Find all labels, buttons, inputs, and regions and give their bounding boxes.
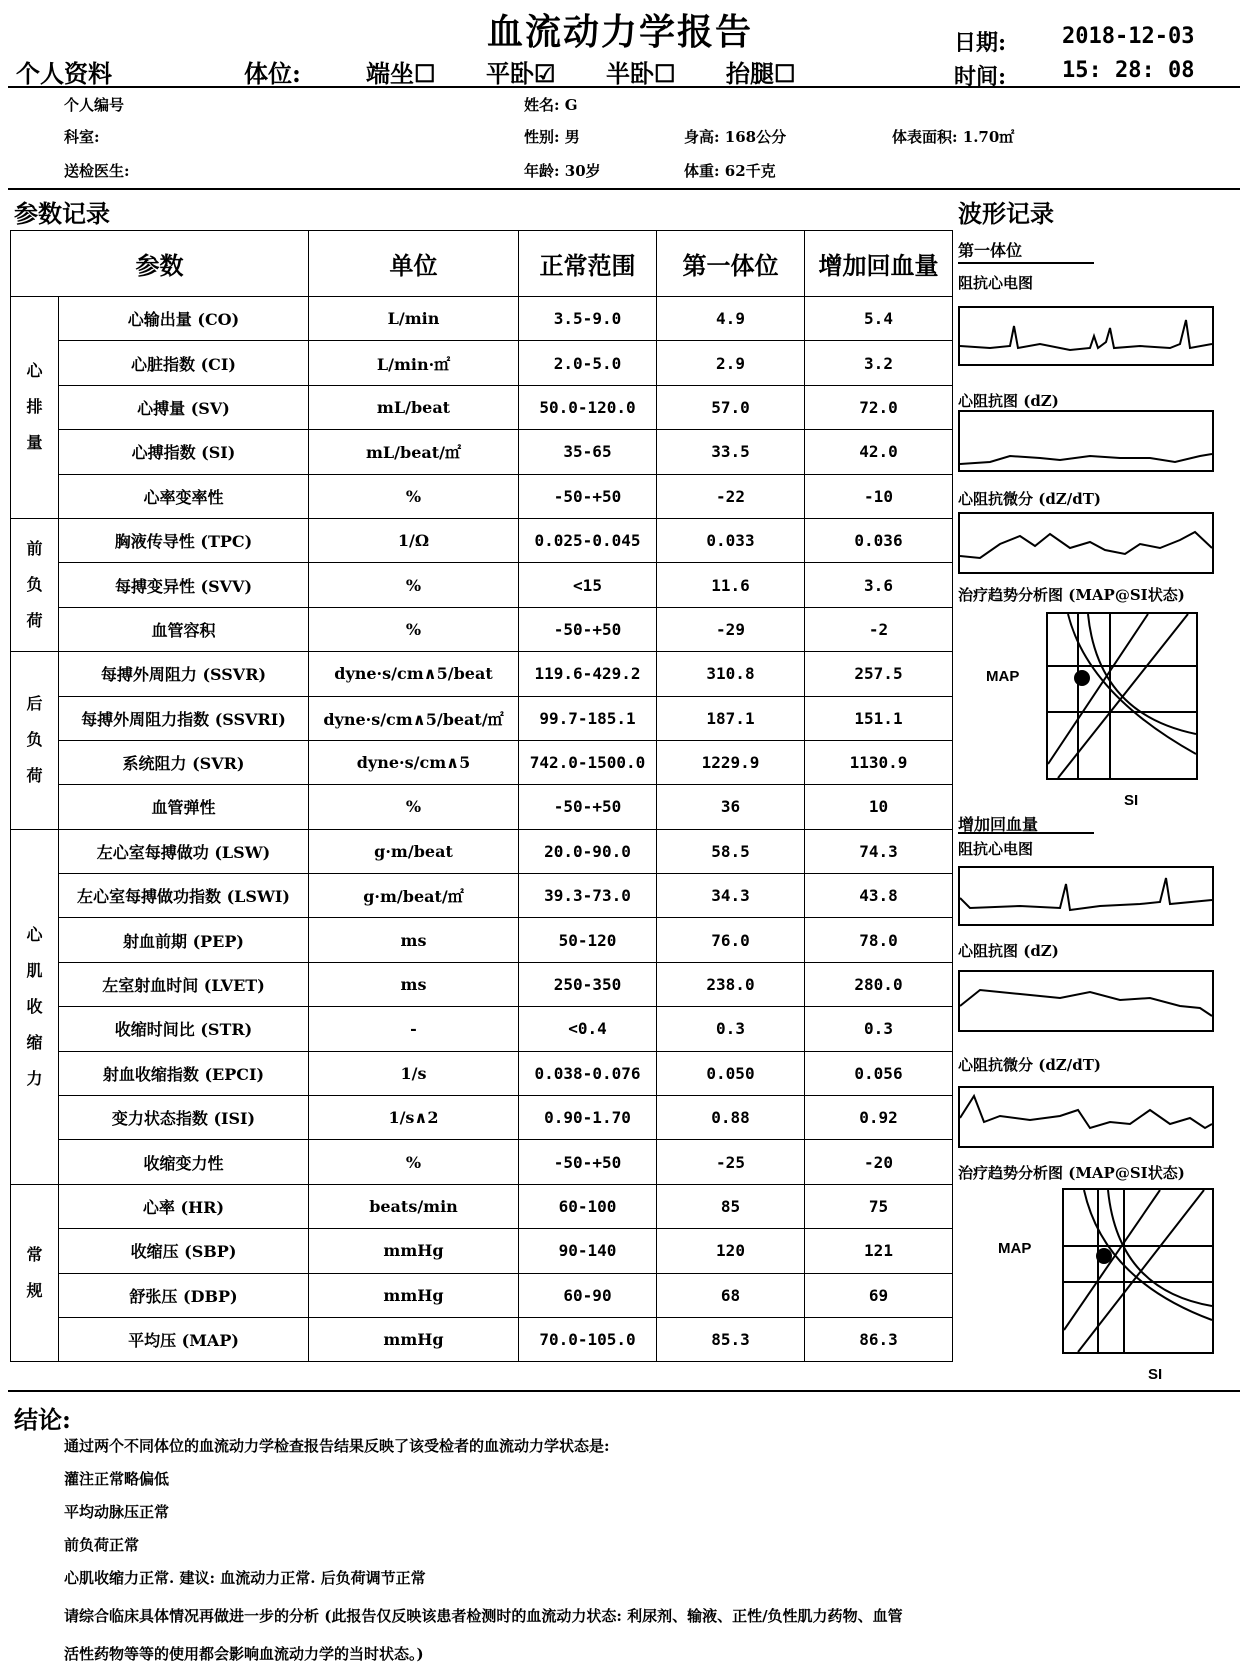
increased-volume-cell: 121 bbox=[805, 1229, 953, 1273]
ecg-trace-1 bbox=[960, 308, 1212, 364]
patient-sex: 性别: 男 bbox=[524, 126, 580, 147]
normal-range-cell: 99.7-185.1 bbox=[519, 696, 657, 740]
report-title: 血流动力学报告 bbox=[0, 4, 1240, 55]
doctor-label: 送检医生: bbox=[64, 160, 130, 181]
personal-info-label: 个人资料 bbox=[16, 54, 112, 89]
increased-volume-cell: 257.5 bbox=[805, 652, 953, 696]
unit-cell: dyne·s/cm∧5 bbox=[309, 740, 519, 784]
trend-plot-2 bbox=[1064, 1190, 1212, 1352]
checkbox-icon: ☐ bbox=[774, 59, 796, 88]
first-position-cell: 1229.9 bbox=[657, 740, 805, 784]
increased-volume-cell: -10 bbox=[805, 474, 953, 518]
normal-range-cell: 70.0-105.0 bbox=[519, 1317, 657, 1361]
table-row bbox=[11, 829, 953, 873]
increased-volume-cell: 78.0 bbox=[805, 918, 953, 962]
dz-label-1: 心阻抗图 (dZ) bbox=[958, 390, 1059, 411]
normal-range-cell: 50-120 bbox=[519, 918, 657, 962]
first-position-cell: 310.8 bbox=[657, 652, 805, 696]
ecg-label-2: 阻抗心电图 bbox=[958, 838, 1033, 859]
first-position-cell: 58.5 bbox=[657, 829, 805, 873]
unit-cell: beats/min bbox=[309, 1184, 519, 1228]
patient-weight: 体重: 62千克 bbox=[684, 160, 776, 181]
param-name-cell: 血管容积 bbox=[59, 607, 309, 651]
first-position-cell: 85.3 bbox=[657, 1317, 805, 1361]
first-position-cell: 0.050 bbox=[657, 1051, 805, 1095]
param-name-cell: 系统阻力 (SVR) bbox=[59, 740, 309, 784]
trend-chart-2 bbox=[1062, 1188, 1214, 1354]
increased-volume-cell: 86.3 bbox=[805, 1317, 953, 1361]
table-row bbox=[11, 518, 953, 562]
trend-plot-1 bbox=[1048, 614, 1196, 778]
table-row bbox=[11, 563, 953, 607]
department-label: 科室: bbox=[64, 126, 100, 147]
first-position-cell: 187.1 bbox=[657, 696, 805, 740]
first-position-cell: 2.9 bbox=[657, 341, 805, 385]
patient-height: 身高: 168公分 bbox=[684, 126, 786, 147]
column-header: 增加回血量 bbox=[805, 231, 953, 297]
first-position-cell: 57.0 bbox=[657, 385, 805, 429]
increased-volume-cell: 0.92 bbox=[805, 1096, 953, 1140]
first-position-cell: 76.0 bbox=[657, 918, 805, 962]
group-label: 前 负 荷 bbox=[11, 518, 59, 651]
unit-cell: dyne·s/cm∧5/beat/㎡ bbox=[309, 696, 519, 740]
param-name-cell: 舒张压 (DBP) bbox=[59, 1273, 309, 1317]
table-header-row bbox=[11, 231, 953, 297]
position-label: 体位: bbox=[244, 54, 301, 89]
conclusion-line: 前负荷正常 bbox=[64, 1535, 1214, 1568]
table-row bbox=[11, 430, 953, 474]
time-label: 时间: bbox=[954, 60, 1006, 91]
unit-cell: % bbox=[309, 607, 519, 651]
patient-age: 年龄: 30岁 bbox=[524, 160, 601, 181]
param-name-cell: 每搏变异性 (SVV) bbox=[59, 563, 309, 607]
param-name-cell: 收缩时间比 (STR) bbox=[59, 1007, 309, 1051]
increased-volume-cell: 0.036 bbox=[805, 518, 953, 562]
increased-volume-cell: -20 bbox=[805, 1140, 953, 1184]
unit-cell: mmHg bbox=[309, 1273, 519, 1317]
group-label: 后 负 荷 bbox=[11, 652, 59, 830]
position-option-label: 抬腿 bbox=[726, 59, 774, 88]
table-row bbox=[11, 1273, 953, 1317]
dzdt-trace-2 bbox=[960, 1088, 1212, 1146]
table-row bbox=[11, 474, 953, 518]
table-row bbox=[11, 696, 953, 740]
normal-range-cell: 35-65 bbox=[519, 430, 657, 474]
patient-id-label: 个人编号 bbox=[64, 94, 124, 115]
column-header: 正常范围 bbox=[519, 231, 657, 297]
normal-range-cell: 0.038-0.076 bbox=[519, 1051, 657, 1095]
normal-range-cell: 0.025-0.045 bbox=[519, 518, 657, 562]
conclusion-line: 心肌收缩力正常. 建议: 血流动力正常. 后负荷调节正常 bbox=[64, 1568, 1214, 1606]
normal-range-cell: 39.3-73.0 bbox=[519, 874, 657, 918]
unit-cell: % bbox=[309, 563, 519, 607]
position-option-leg-raise bbox=[726, 54, 796, 89]
increased-volume-cell: 151.1 bbox=[805, 696, 953, 740]
table-row bbox=[11, 341, 953, 385]
dzdt-waveform-1 bbox=[958, 512, 1214, 574]
dz-label-2: 心阻抗图 (dZ) bbox=[958, 940, 1059, 961]
table-row bbox=[11, 874, 953, 918]
ecg-trace-2 bbox=[960, 868, 1212, 924]
first-position-cell: 33.5 bbox=[657, 430, 805, 474]
table-row bbox=[11, 385, 953, 429]
conclusion-title: 结论: bbox=[14, 1400, 71, 1435]
param-name-cell: 收缩压 (SBP) bbox=[59, 1229, 309, 1273]
unit-cell: % bbox=[309, 1140, 519, 1184]
table-row bbox=[11, 297, 953, 341]
conclusion-body bbox=[64, 1436, 1214, 1667]
first-position-cell: 120 bbox=[657, 1229, 805, 1273]
ecg-waveform-1 bbox=[958, 306, 1214, 366]
unit-cell: L/min bbox=[309, 297, 519, 341]
unit-cell: mL/beat bbox=[309, 385, 519, 429]
normal-range-cell: 60-90 bbox=[519, 1273, 657, 1317]
table-row bbox=[11, 918, 953, 962]
position-option-label: 平卧 bbox=[486, 59, 534, 88]
position-option-label: 半卧 bbox=[606, 59, 654, 88]
first-position-cell: 36 bbox=[657, 785, 805, 829]
time-value: 15: 28: 08 bbox=[1062, 58, 1194, 83]
normal-range-cell: 250-350 bbox=[519, 962, 657, 1006]
normal-range-cell: 60-100 bbox=[519, 1184, 657, 1228]
patient-name: 姓名: G bbox=[524, 94, 578, 115]
position-option-semi-recumbent bbox=[606, 54, 676, 89]
param-name-cell: 左室射血时间 (LVET) bbox=[59, 962, 309, 1006]
increased-volume-cell: 43.8 bbox=[805, 874, 953, 918]
normal-range-cell: 742.0-1500.0 bbox=[519, 740, 657, 784]
param-name-cell: 每搏外周阻力指数 (SSVRI) bbox=[59, 696, 309, 740]
group-label: 心 肌 收 缩 力 bbox=[11, 829, 59, 1184]
checkbox-icon: ☐ bbox=[654, 59, 676, 88]
ecg-label-1: 阻抗心电图 bbox=[958, 272, 1033, 293]
dz-trace-1 bbox=[960, 412, 1212, 470]
unit-cell: g·m/beat/㎡ bbox=[309, 874, 519, 918]
date-label: 日期: bbox=[954, 26, 1006, 57]
first-position-cell: 238.0 bbox=[657, 962, 805, 1006]
first-position-cell: 11.6 bbox=[657, 563, 805, 607]
table-row bbox=[11, 607, 953, 651]
normal-range-cell: 0.90-1.70 bbox=[519, 1096, 657, 1140]
increased-volume-cell: 0.056 bbox=[805, 1051, 953, 1095]
info-divider bbox=[8, 188, 1240, 190]
normal-range-cell: -50-+50 bbox=[519, 1140, 657, 1184]
conclusion-line: 活性药物等等的使用都会影响血流动力学的当时状态。) bbox=[64, 1644, 1214, 1667]
conclusion-line: 请综合临床具体情况再做进一步的分析 (此报告仅反映该患者检测时的血流动力状态: 利尿剂、输液、正性/负性肌力药物、血管 bbox=[64, 1606, 1214, 1644]
first-position-cell: 68 bbox=[657, 1273, 805, 1317]
normal-range-cell: <0.4 bbox=[519, 1007, 657, 1051]
trend-chart-1 bbox=[1046, 612, 1198, 780]
table-row bbox=[11, 962, 953, 1006]
column-header: 第一体位 bbox=[657, 231, 805, 297]
conclusion-line: 灌注正常略偏低 bbox=[64, 1469, 1214, 1502]
normal-range-cell: 20.0-90.0 bbox=[519, 829, 657, 873]
unit-cell: g·m/beat bbox=[309, 829, 519, 873]
param-name-cell: 心输出量 (CO) bbox=[59, 297, 309, 341]
wave-first-title: 第一体位 bbox=[958, 238, 1022, 261]
param-name-cell: 射血收缩指数 (EPCI) bbox=[59, 1051, 309, 1095]
first-position-cell: -25 bbox=[657, 1140, 805, 1184]
param-name-cell: 心搏量 (SV) bbox=[59, 385, 309, 429]
param-name-cell: 胸液传导性 (TPC) bbox=[59, 518, 309, 562]
dzdt-label-1: 心阻抗微分 (dZ/dT) bbox=[958, 488, 1101, 509]
increased-volume-cell: 74.3 bbox=[805, 829, 953, 873]
position-option-label: 端坐 bbox=[366, 59, 414, 88]
table-row bbox=[11, 1229, 953, 1273]
checkbox-checked-icon: ☑ bbox=[534, 59, 556, 88]
param-name-cell: 心脏指数 (CI) bbox=[59, 341, 309, 385]
increased-volume-cell: 1130.9 bbox=[805, 740, 953, 784]
wave-title-underline bbox=[958, 832, 1094, 834]
dz-waveform-2 bbox=[958, 970, 1214, 1032]
trend-label-1: 治疗趋势分析图 (MAP@SI状态) bbox=[958, 584, 1185, 605]
normal-range-cell: 90-140 bbox=[519, 1229, 657, 1273]
param-name-cell: 每搏外周阻力 (SSVR) bbox=[59, 652, 309, 696]
dzdt-label-2: 心阻抗微分 (dZ/dT) bbox=[958, 1054, 1101, 1075]
unit-cell: mmHg bbox=[309, 1317, 519, 1361]
unit-cell: % bbox=[309, 474, 519, 518]
param-name-cell: 心搏指数 (SI) bbox=[59, 430, 309, 474]
normal-range-cell: <15 bbox=[519, 563, 657, 607]
unit-cell: 1/Ω bbox=[309, 518, 519, 562]
increased-volume-cell: 75 bbox=[805, 1184, 953, 1228]
table-row bbox=[11, 1184, 953, 1228]
dz-trace-2 bbox=[960, 972, 1212, 1030]
column-header: 参数 bbox=[11, 231, 309, 297]
unit-cell: % bbox=[309, 785, 519, 829]
table-row bbox=[11, 1140, 953, 1184]
first-position-cell: 4.9 bbox=[657, 297, 805, 341]
param-name-cell: 血管弹性 bbox=[59, 785, 309, 829]
increased-volume-cell: 42.0 bbox=[805, 430, 953, 474]
map-axis-label-2: MAP bbox=[998, 1240, 1031, 1257]
param-name-cell: 收缩变力性 bbox=[59, 1140, 309, 1184]
unit-cell: ms bbox=[309, 962, 519, 1006]
increased-volume-cell: 3.2 bbox=[805, 341, 953, 385]
table-row bbox=[11, 1051, 953, 1095]
wave-second-title: 增加回血量 bbox=[958, 812, 1038, 835]
conclusion-divider bbox=[8, 1390, 1240, 1392]
unit-cell: 1/s∧2 bbox=[309, 1096, 519, 1140]
increased-volume-cell: 3.6 bbox=[805, 563, 953, 607]
table-row bbox=[11, 1096, 953, 1140]
table-row bbox=[11, 1007, 953, 1051]
param-name-cell: 平均压 (MAP) bbox=[59, 1317, 309, 1361]
wave-title-underline bbox=[958, 262, 1094, 264]
map-axis-label-1: MAP bbox=[986, 668, 1019, 685]
group-label: 常 规 bbox=[11, 1184, 59, 1362]
table-row bbox=[11, 652, 953, 696]
wave-section-title: 波形记录 bbox=[958, 194, 1054, 229]
dz-waveform-1 bbox=[958, 410, 1214, 472]
normal-range-cell: -50-+50 bbox=[519, 474, 657, 518]
first-position-cell: 85 bbox=[657, 1184, 805, 1228]
conclusion-line: 通过两个不同体位的血流动力学检查报告结果反映了该受检者的血流动力学状态是: bbox=[64, 1436, 1214, 1469]
ecg-waveform-2 bbox=[958, 866, 1214, 926]
si-axis-label-1: SI bbox=[1124, 792, 1138, 809]
increased-volume-cell: 0.3 bbox=[805, 1007, 953, 1051]
dzdt-waveform-2 bbox=[958, 1086, 1214, 1148]
normal-range-cell: 119.6-429.2 bbox=[519, 652, 657, 696]
table-row bbox=[11, 740, 953, 784]
conclusion-line: 平均动脉压正常 bbox=[64, 1502, 1214, 1535]
params-section-title: 参数记录 bbox=[14, 194, 110, 229]
column-header: 单位 bbox=[309, 231, 519, 297]
unit-cell: 1/s bbox=[309, 1051, 519, 1095]
dzdt-trace-1 bbox=[960, 514, 1212, 572]
first-position-cell: 0.88 bbox=[657, 1096, 805, 1140]
normal-range-cell: -50-+50 bbox=[519, 607, 657, 651]
increased-volume-cell: 280.0 bbox=[805, 962, 953, 1006]
unit-cell: mmHg bbox=[309, 1229, 519, 1273]
si-axis-label-2: SI bbox=[1148, 1366, 1162, 1383]
position-option-sitting bbox=[366, 54, 436, 89]
param-name-cell: 左心室每搏做功 (LSW) bbox=[59, 829, 309, 873]
group-label: 心 排 量 bbox=[11, 297, 59, 519]
date-value: 2018-12-03 bbox=[1062, 24, 1194, 49]
unit-cell: - bbox=[309, 1007, 519, 1051]
first-position-cell: -22 bbox=[657, 474, 805, 518]
normal-range-cell: 3.5-9.0 bbox=[519, 297, 657, 341]
position-option-supine bbox=[486, 54, 556, 89]
trend-label-2: 治疗趋势分析图 (MAP@SI状态) bbox=[958, 1162, 1185, 1183]
table-row bbox=[11, 785, 953, 829]
increased-volume-cell: 10 bbox=[805, 785, 953, 829]
first-position-cell: -29 bbox=[657, 607, 805, 651]
unit-cell: dyne·s/cm∧5/beat bbox=[309, 652, 519, 696]
checkbox-icon: ☐ bbox=[414, 59, 436, 88]
param-name-cell: 变力状态指数 (ISI) bbox=[59, 1096, 309, 1140]
first-position-cell: 0.033 bbox=[657, 518, 805, 562]
param-name-cell: 左心室每搏做功指数 (LSWI) bbox=[59, 874, 309, 918]
increased-volume-cell: 5.4 bbox=[805, 297, 953, 341]
param-name-cell: 心率 (HR) bbox=[59, 1184, 309, 1228]
increased-volume-cell: 72.0 bbox=[805, 385, 953, 429]
unit-cell: ms bbox=[309, 918, 519, 962]
param-name-cell: 射血前期 (PEP) bbox=[59, 918, 309, 962]
header-divider bbox=[8, 86, 1240, 88]
unit-cell: mL/beat/㎡ bbox=[309, 430, 519, 474]
unit-cell: L/min·㎡ bbox=[309, 341, 519, 385]
patient-bsa: 体表面积: 1.70㎡ bbox=[892, 126, 1014, 147]
increased-volume-cell: 69 bbox=[805, 1273, 953, 1317]
first-position-cell: 34.3 bbox=[657, 874, 805, 918]
increased-volume-cell: -2 bbox=[805, 607, 953, 651]
normal-range-cell: 50.0-120.0 bbox=[519, 385, 657, 429]
normal-range-cell: -50-+50 bbox=[519, 785, 657, 829]
first-position-cell: 0.3 bbox=[657, 1007, 805, 1051]
param-name-cell: 心率变率性 bbox=[59, 474, 309, 518]
table-row bbox=[11, 1317, 953, 1361]
normal-range-cell: 2.0-5.0 bbox=[519, 341, 657, 385]
parameter-table bbox=[10, 230, 953, 1362]
